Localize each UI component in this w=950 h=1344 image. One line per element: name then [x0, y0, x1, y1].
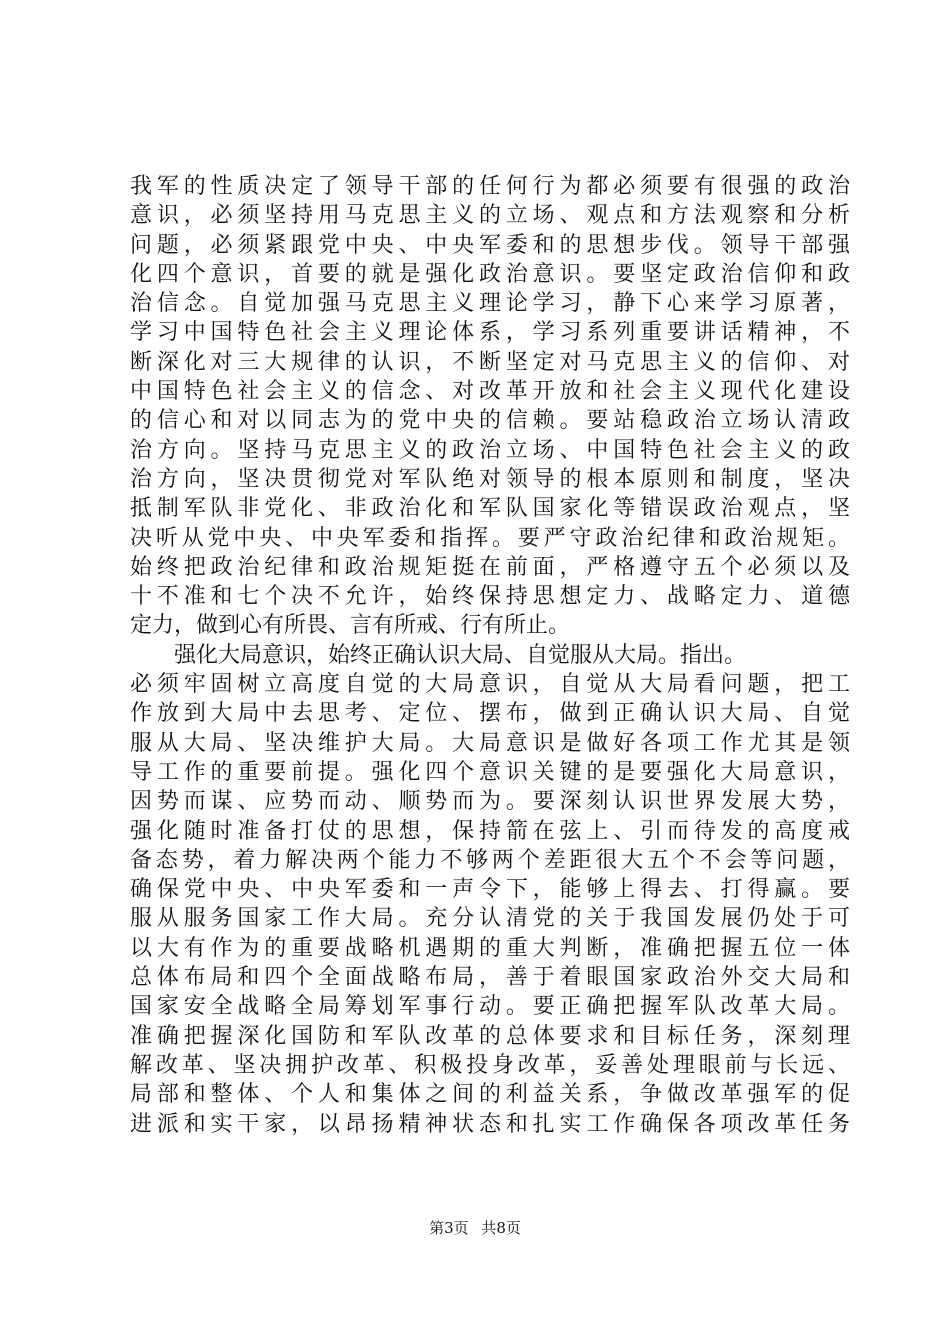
text-line: 治方向，坚决贯彻党对军队绝对领导的根本原则和制度，坚决 [130, 466, 850, 492]
text-line: 意识，必须坚持用马克思主义的立场、观点和方法观察和分析 [130, 203, 850, 229]
body-text [130, 172, 850, 1139]
text-line: 断深化对三大规律的认识，不断坚定对马克思主义的信仰、对 [130, 349, 850, 375]
text-line: 始终把政治纪律和政治规矩挺在前面，严格遵守五个必须以及 [130, 554, 850, 580]
page-footer [0, 1218, 950, 1238]
text-line: 导工作的重要前提。强化四个意识关键的是要强化大局意识， [130, 759, 850, 785]
text-line: 局部和整体、个人和集体之间的利益关系，争做改革强军的促 [130, 1082, 850, 1108]
text-line: 国家安全战略全局筹划军事行动。要正确把握军队改革大局。 [130, 994, 850, 1020]
text-line: 的信心和对以同志为的党中央的信赖。要站稳政治立场认清政 [130, 408, 850, 434]
text-line: 必须牢固树立高度自觉的大局意识，自觉从大局看问题，把工 [130, 672, 850, 698]
text-line: 十不准和七个决不允许，始终保持思想定力、战略定力、道德 [130, 584, 850, 610]
text-line: 强化随时准备打仗的思想，保持箭在弦上、引而待发的高度戒 [130, 818, 850, 844]
text-line: 准确把握深化国防和军队改革的总体要求和目标任务，深刻理 [130, 1023, 850, 1049]
page-number: 第3页 [429, 1219, 469, 1237]
text-line: 决听从党中央、中央军委和指挥。要严守政治纪律和政治规矩。 [130, 525, 850, 551]
text-line: 化四个意识，首要的就是强化政治意识。要坚定政治信仰和政 [130, 261, 850, 287]
text-line: 以大有作为的重要战略机遇期的重大判断，准确把握五位一体 [130, 935, 850, 961]
text-line: 服从服务国家工作大局。充分认清党的关于我国发展仍处于可 [130, 906, 850, 932]
text-line: 治方向。坚持马克思主义的政治立场、中国特色社会主义的政 [130, 437, 850, 463]
page-total: 共8页 [481, 1219, 521, 1237]
text-line: 确保党中央、中央军委和一声令下，能够上得去、打得赢。要 [130, 877, 850, 903]
text-line: 强化大局意识，始终正确认识大局、自觉服从大局。指出。 [174, 642, 747, 668]
text-line: 因势而谋、应势而动、顺势而为。要深刻认识世界发展大势， [130, 789, 850, 815]
text-line: 中国特色社会主义的信念、对改革开放和社会主义现代化建设 [130, 379, 850, 405]
text-line: 我军的性质决定了领导干部的任何行为都必须要有很强的政治 [130, 174, 850, 199]
text-line: 服从大局、坚决维护大局。大局意识是做好各项工作尤其是领 [130, 730, 850, 756]
text-line: 总体布局和四个全面战略布局，善于着眼国家政治外交大局和 [130, 965, 850, 991]
text-line: 抵制军队非党化、非政治化和军队国家化等错误政治观点，坚 [130, 496, 850, 522]
text-line: 作放到大局中去思考、定位、摆布，做到正确认识大局、自觉 [130, 701, 850, 727]
text-line: 备态势，着力解决两个能力不够两个差距很大五个不会等问题， [130, 847, 850, 873]
text-line: 治信念。自觉加强马克思主义理论学习，静下心来学习原著， [130, 291, 850, 317]
text-line: 学习中国特色社会主义理论体系，学习系列重要讲话精神，不 [130, 320, 850, 346]
text-line: 解改革、坚决拥护改革、积极投身改革，妥善处理眼前与长远、 [130, 1052, 850, 1078]
text-line: 进派和实干家，以昂扬精神状态和扎实工作确保各项改革任务 [130, 1111, 850, 1137]
text-line: 问题，必须紧跟党中央、中央军委和的思想步伐。领导干部强 [130, 232, 850, 258]
text-line: 定力，做到心有所畏、言有所戒、行有所止。 [130, 613, 571, 639]
paragraph [130, 641, 850, 1139]
paragraph [130, 172, 850, 641]
